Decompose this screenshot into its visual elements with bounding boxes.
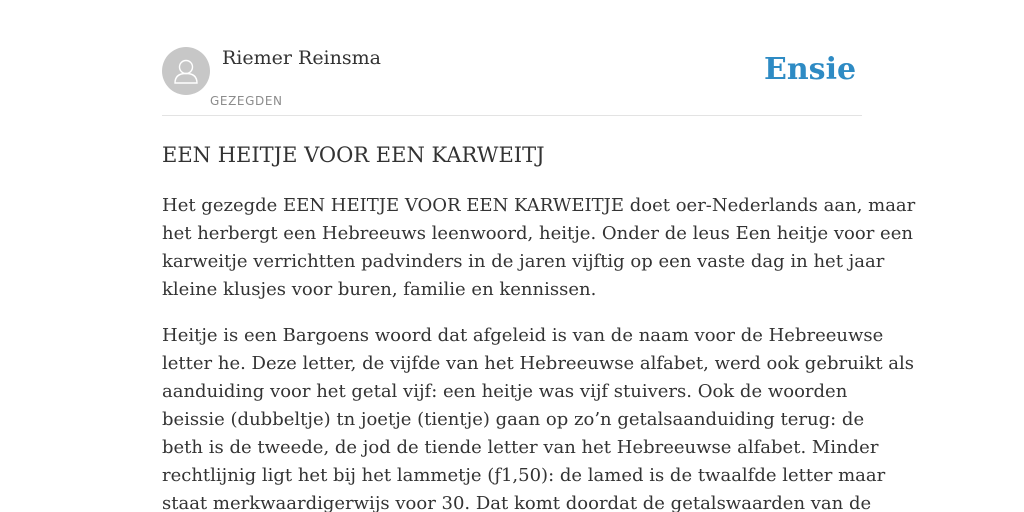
paragraph-2 (162, 322, 915, 512)
text-line: rechtlijnig ligt het bij het lammetje (ƒ1,50): de lamed is de twaalfde letter maar (162, 465, 886, 486)
author-name[interactable]: Riemer Reinsma (222, 47, 381, 69)
user-silhouette-icon (162, 47, 210, 95)
site-logo[interactable]: Ensie (764, 52, 857, 87)
header-divider (162, 115, 862, 116)
text-line: letter he. Deze letter, de vijfde van het Hebreeuwse alfabet, werd ook gebruikt als (162, 353, 915, 374)
category-label[interactable]: GEZEGDEN (210, 94, 283, 108)
text-line: beissie (dubbeltje) tn joetje (tientje) gaan op zo’n getalsaanduiding terug: de (162, 409, 865, 430)
article-body (162, 192, 916, 512)
text-line: het herbergt een Hebreeuws leenwoord, heitje. Onder de leus Een heitje voor een (162, 223, 913, 244)
text-line: Heitje is een Bargoens woord dat afgeleid is van de naam voor de Hebreeuwse (162, 325, 884, 346)
text-line: Het gezegde EEN HEITJE VOOR EEN KARWEITJE doet oer-Nederlands aan, maar (162, 195, 916, 216)
paragraph-1 (162, 192, 916, 304)
article-title: EEN HEITJE VOOR EEN KARWEITJ (162, 143, 545, 167)
text-line: staat merkwaardigerwijs voor 30. Dat komt doordat de getalswaarden van de (162, 493, 872, 512)
text-line: karweitje verrichtten padvinders in de jaren vijftig op een vaste dag in het jaar (162, 251, 885, 272)
author-avatar[interactable] (162, 47, 210, 95)
text-line: aanduiding voor het getal vijf: een heitje was vijf stuivers. Ook de woorden (162, 381, 848, 402)
text-line: beth is de tweede, de jod de tiende letter van het Hebreeuwse alfabet. Minder (162, 437, 879, 458)
text-line: kleine klusjes voor buren, familie en kennissen. (162, 279, 597, 300)
